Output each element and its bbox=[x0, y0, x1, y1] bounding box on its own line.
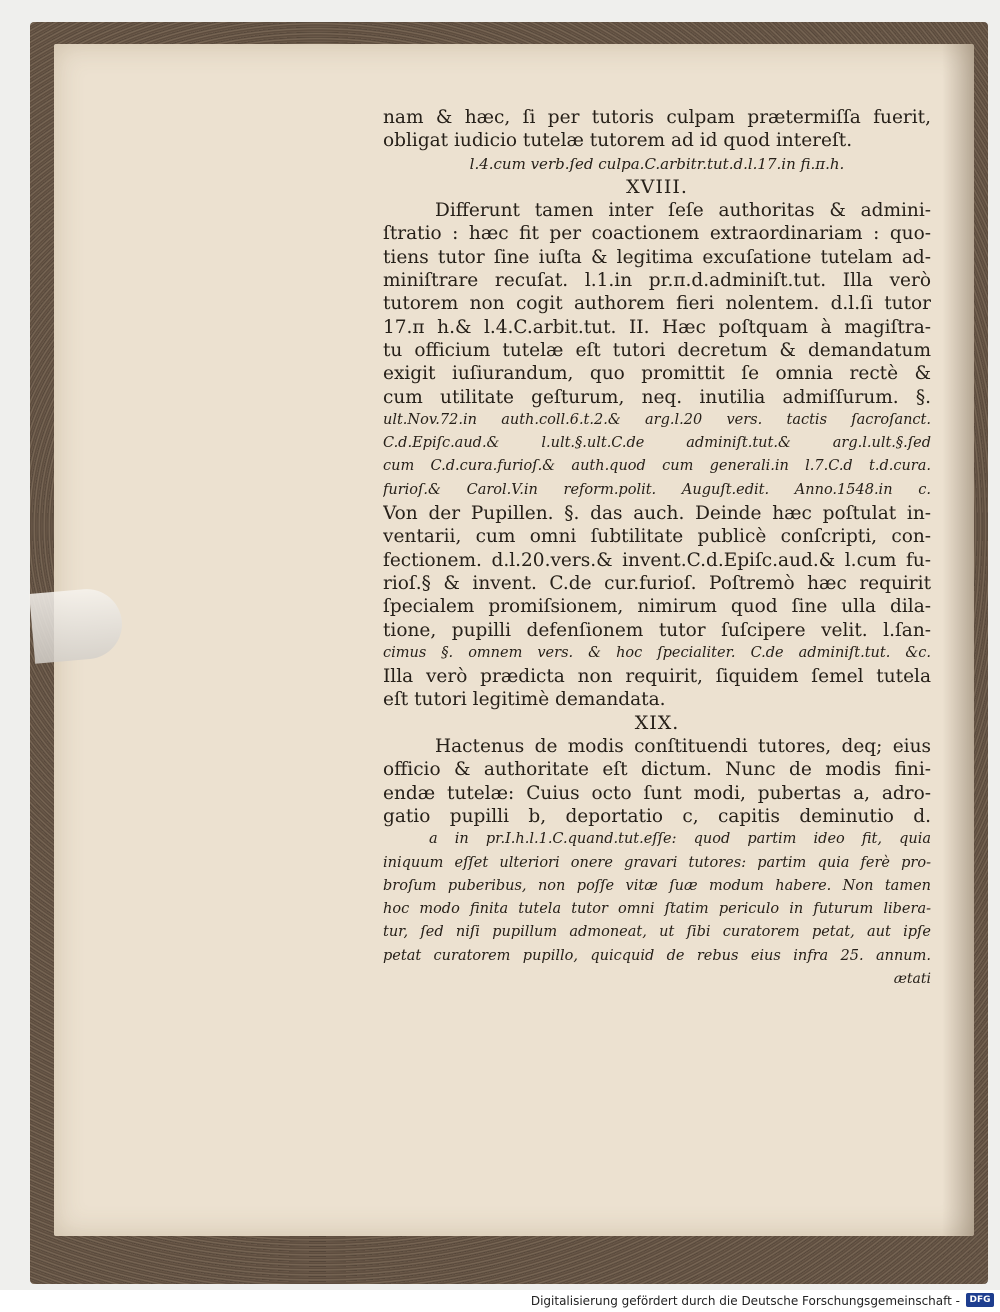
text-line: exigit iuſiurandum, quo promittit ſe omnia rectè & bbox=[383, 363, 931, 385]
text-line: hoc modo finita tutela tutor omni ſtatim periculo in futurum libera- bbox=[383, 901, 931, 918]
text-line: miniſtrare recuſat. l.1.in pr.π.d.adminiſt.tut. Illa verò bbox=[383, 270, 931, 292]
text-line: ſpecialem promiſsionem, nimirum quod ſine ulla dila- bbox=[383, 596, 931, 618]
text-line: XIX. bbox=[634, 711, 680, 734]
text-line: iniquum eſſet ulteriori onere gravari tutores: partim quia ferè pro- bbox=[383, 854, 931, 871]
text-line: broſum puberibus, non poſſe vitæ ſuæ modum habere. Non tamen bbox=[383, 877, 931, 894]
text-line: Hactenus de modis conſtituendi tutores, deq; eius bbox=[435, 736, 931, 758]
text-line: petat curatorem pupillo, quicquid de rebus eius infra 25. annum. bbox=[383, 947, 931, 964]
dfg-logo: DFG bbox=[966, 1293, 994, 1307]
page-text bbox=[383, 106, 931, 991]
text-line: cimus §. omnem vers. & hoc ſpecialiter. C.de adminiſt.tut. &c. bbox=[383, 644, 931, 661]
footer-credit: Digitalisierung gefördert durch die Deutsche Forschungsgemeinschaft - bbox=[530, 1294, 960, 1308]
text-line: ult.Nov.72.in auth.coll.6.t.2.& arg.l.20 vers. tactis ſacroſanct. bbox=[383, 411, 931, 428]
text-line: cum C.d.cura.furioſ.& auth.quod cum generali.in l.7.C.d t.d.cura. bbox=[383, 458, 931, 475]
text-line: eſt tutori legitimè demandata. bbox=[383, 689, 666, 711]
text-line: ventarii, cum omni ſubtilitate publicè conſcripti, con- bbox=[383, 526, 931, 548]
text-line: tiens tutor ſine iuſta & legitima excuſatione tutelam ad- bbox=[383, 246, 931, 268]
spine-shadow bbox=[942, 44, 974, 1236]
text-line: tu officium tutelæ eſt tutori decretum & demandatum bbox=[383, 339, 931, 361]
text-line: tur, ſed niſi pupillum admoneat, ut ſibi curatorem petat, aut ipſe bbox=[383, 924, 931, 941]
text-line: cum utilitate geſturum, neq. inutilia admiſſurum. §. bbox=[383, 386, 931, 408]
text-line: ſtratio : hæc fit per coactionem extraordinariam : quo- bbox=[383, 223, 931, 245]
text-line: endæ tutelæ: Cuius octo ſunt modi, pubertas a, adro- bbox=[383, 782, 931, 804]
text-line: obligat iudicio tutelæ tutorem ad id quod intereſt. bbox=[383, 130, 853, 152]
text-line: fectionem. d.l.20.vers.& invent.C.d.Epiſc.aud.& l.cum fu- bbox=[383, 549, 931, 571]
text-line: 17.π h.& l.4.C.arbit.tut. II. Hæc poſtquam à magiſtra- bbox=[383, 316, 931, 338]
text-line: nam & hæc, ſi per tutoris culpam prætermiſſa fuerit, bbox=[383, 107, 931, 128]
text-line: C.d.Epiſc.aud.& l.ult.§.ult.C.de adminiſt.tut.& arg.l.ult.§.ſed bbox=[383, 435, 931, 452]
text-line: a in pr.I.h.l.1.C.quand.tut.eſſe: quod partim ideo fit, quia bbox=[429, 831, 931, 848]
footer-bar bbox=[0, 1290, 1000, 1312]
text-line: furioſ.& Carol.V.in reform.polit. Auguſt.edit. Anno.1548.in c. bbox=[383, 481, 931, 498]
catchword: ætati bbox=[893, 970, 931, 987]
text-line: tutorem non cogit authorem fieri nolentem. d.l.ſi tutor bbox=[383, 293, 931, 315]
text-line: Illa verò prædicta non requirit, ſiquidem ſemel tutela bbox=[383, 666, 931, 688]
text-line: rioſ.§ & invent. C.de cur.furioſ. Poſtremò hæc requirit bbox=[383, 572, 931, 594]
text-line: l.4.cum verb.ſed culpa.C.arbitr.tut.d.l.17.in fi.π.h. bbox=[469, 154, 845, 173]
text-line: Differunt tamen inter ſeſe authoritas & admini- bbox=[435, 200, 931, 222]
text-line: gatio pupilli b, deportatio c, capitis deminutio d. bbox=[383, 805, 931, 827]
text-line: tione, pupilli defenſionem tutor ſuſcipere velit. l.ſan- bbox=[383, 619, 931, 641]
text-line: XVIII. bbox=[626, 175, 688, 198]
text-line: officio & authoritate eſt dictum. Nunc de modis fini- bbox=[383, 759, 931, 781]
text-line: Von der Pupillen. §. das auch. Deinde hæc poſtulat in- bbox=[383, 503, 931, 525]
